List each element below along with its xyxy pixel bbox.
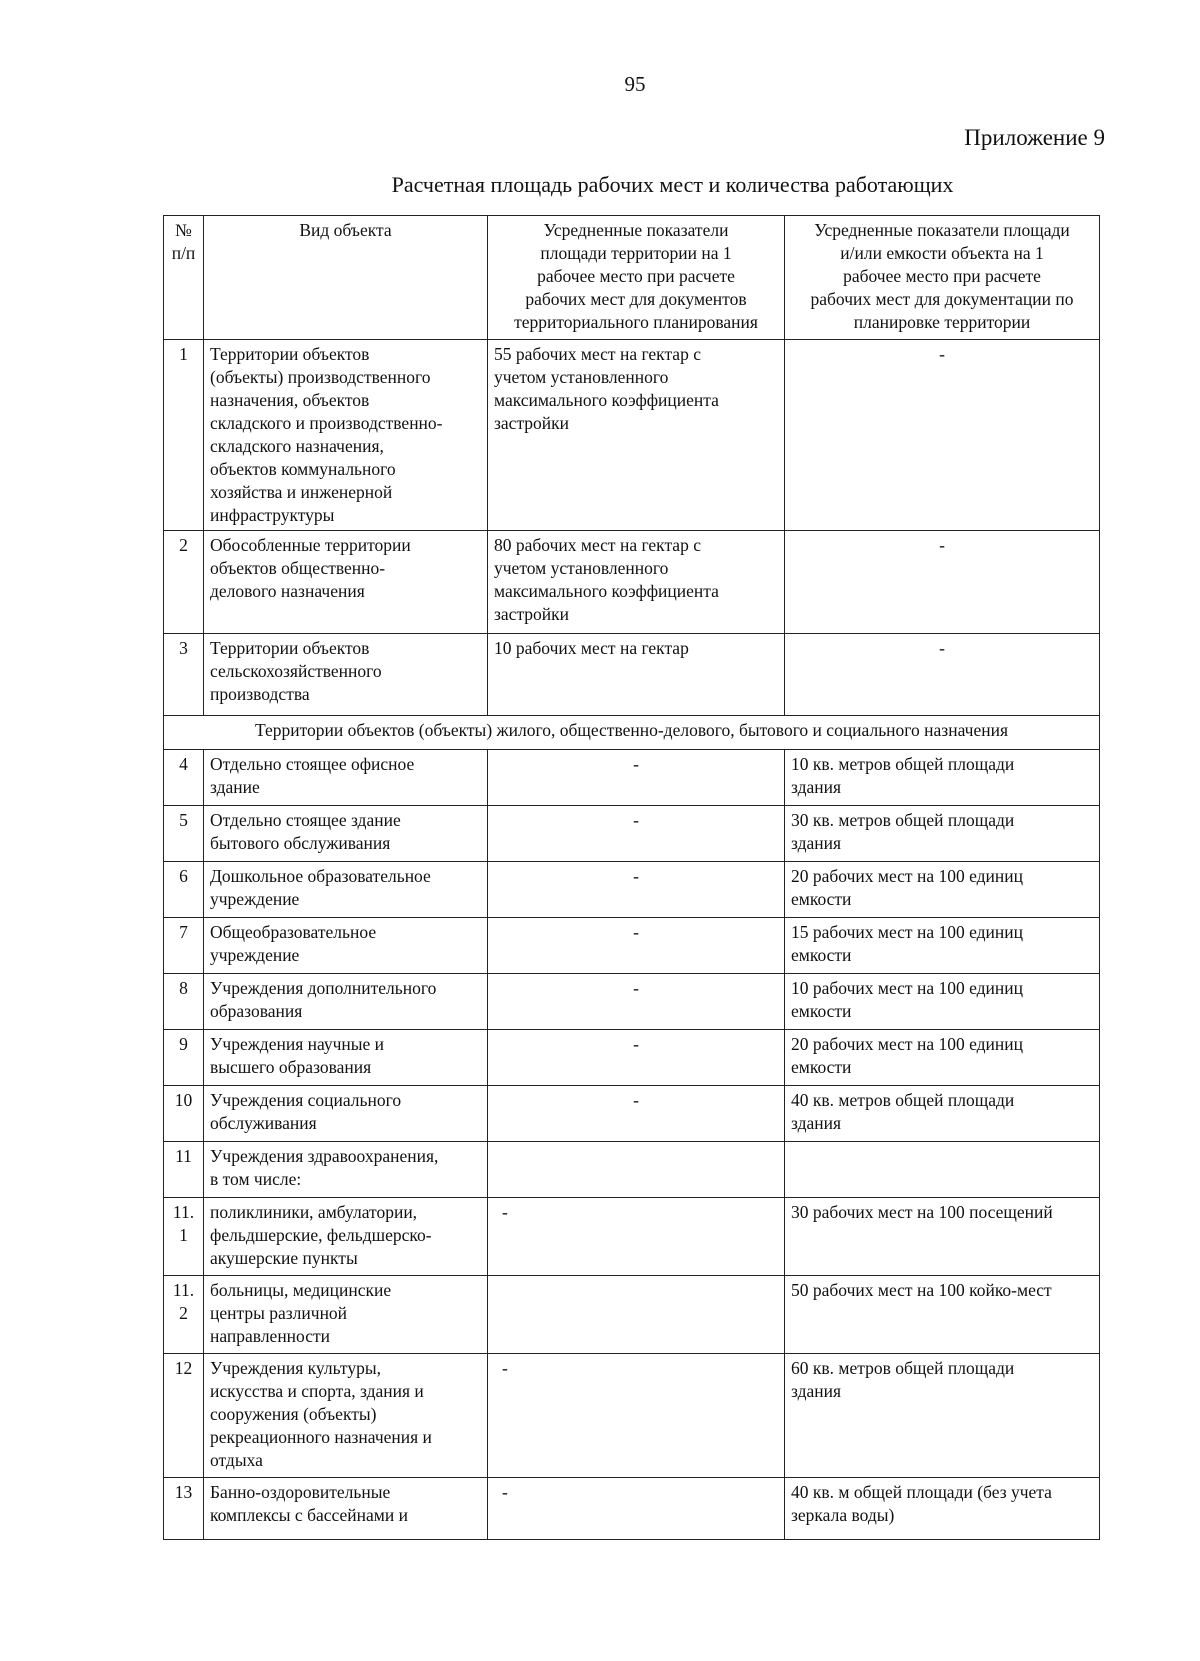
table-row xyxy=(164,806,1100,862)
table-header-row xyxy=(164,216,1100,340)
table-row xyxy=(164,750,1100,806)
table-row xyxy=(164,1198,1100,1276)
row-object-type: Учреждения здравоохранения, в том числе: xyxy=(204,1142,488,1198)
row-capacity-indicator: 30 рабочих мест на 100 посещений xyxy=(785,1198,1100,1276)
row-territory-indicator: 10 рабочих мест на гектар xyxy=(488,634,785,716)
row-number: 11 xyxy=(164,1142,204,1198)
row-capacity-indicator: 20 рабочих мест на 100 единиц емкости xyxy=(785,862,1100,918)
row-territory-indicator: - xyxy=(488,1478,785,1540)
page-number: 95 xyxy=(624,72,646,96)
row-territory-indicator: - xyxy=(488,1198,785,1276)
row-capacity-indicator: 20 рабочих мест на 100 единиц емкости xyxy=(785,1030,1100,1086)
row-object-type: больницы, медицинские центры различной направленности xyxy=(204,1276,488,1354)
row-territory-indicator xyxy=(488,1276,785,1354)
row-object-type: Территории объектов сельскохозяйственного производства xyxy=(204,634,488,716)
table-row xyxy=(164,634,1100,716)
row-object-type: Отдельно стоящее офисное здание xyxy=(204,750,488,806)
row-number: 2 xyxy=(164,531,204,634)
row-territory-indicator: - xyxy=(488,1354,785,1478)
row-capacity-indicator: - xyxy=(785,340,1100,531)
appendix-label: Приложение 9 xyxy=(964,125,1105,150)
row-object-type: Общеобразовательное учреждение xyxy=(204,918,488,974)
row-object-type: Учреждения дополнительного образования xyxy=(204,974,488,1030)
row-object-type: Учреждения социального обслуживания xyxy=(204,1086,488,1142)
row-territory-indicator: 55 рабочих мест на гектар с учетом установленного максимального коэффициента застройки xyxy=(488,340,785,531)
row-object-type: Обособленные территории объектов общественно- делового назначения xyxy=(204,531,488,634)
section-heading-row xyxy=(164,716,1100,750)
table-row xyxy=(164,918,1100,974)
table-row xyxy=(164,974,1100,1030)
row-capacity-indicator: 30 кв. метров общей площади здания xyxy=(785,806,1100,862)
row-number: 1 xyxy=(164,340,204,531)
row-number: 10 xyxy=(164,1086,204,1142)
row-territory-indicator: - xyxy=(488,862,785,918)
row-number: 5 xyxy=(164,806,204,862)
row-capacity-indicator: 15 рабочих мест на 100 единиц емкости xyxy=(785,918,1100,974)
row-capacity-indicator: 10 рабочих мест на 100 единиц емкости xyxy=(785,974,1100,1030)
row-number: 8 xyxy=(164,974,204,1030)
table-row xyxy=(164,1030,1100,1086)
header-object-type: Вид объекта xyxy=(204,216,488,340)
row-territory-indicator: - xyxy=(488,806,785,862)
document-title: Расчетная площадь рабочих мест и количества работающих xyxy=(391,172,954,197)
row-capacity-indicator xyxy=(785,1142,1100,1198)
row-object-type: поликлиники, амбулатории, фельдшерские, фельдшерско- акушерские пункты xyxy=(204,1198,488,1276)
header-number: № п/п xyxy=(164,216,204,340)
section-heading: Территории объектов (объекты) жилого, общественно-делового, бытового и социального назначения xyxy=(164,716,1100,750)
row-capacity-indicator: 10 кв. метров общей площади здания xyxy=(785,750,1100,806)
row-capacity-indicator: 60 кв. метров общей площади здания xyxy=(785,1354,1100,1478)
row-capacity-indicator: - xyxy=(785,531,1100,634)
table-row xyxy=(164,1142,1100,1198)
table-row xyxy=(164,862,1100,918)
workplaces-table xyxy=(163,215,1100,1540)
table-row xyxy=(164,1354,1100,1478)
table-row xyxy=(164,1086,1100,1142)
row-capacity-indicator: 40 кв. м общей площади (без учета зеркала воды) xyxy=(785,1478,1100,1540)
row-object-type: Территории объектов (объекты) производственного назначения, объектов складского и производственно- складского назначения, объектов коммунального хозяйства и инженерной инфраструктуры xyxy=(204,340,488,531)
row-number: 4 xyxy=(164,750,204,806)
row-number: 11. 2 xyxy=(164,1276,204,1354)
row-territory-indicator: - xyxy=(488,1030,785,1086)
row-territory-indicator xyxy=(488,1142,785,1198)
row-number: 12 xyxy=(164,1354,204,1478)
row-territory-indicator: - xyxy=(488,974,785,1030)
table-row xyxy=(164,1276,1100,1354)
table-row xyxy=(164,1478,1100,1540)
header-capacity-indicator: Усредненные показатели площади и/или емкости объекта на 1 рабочее место при расчете рабочих мест для документации по планировке территории xyxy=(785,216,1100,340)
row-object-type: Отдельно стоящее здание бытового обслуживания xyxy=(204,806,488,862)
table-row xyxy=(164,340,1100,531)
row-capacity-indicator: - xyxy=(785,634,1100,716)
row-number: 7 xyxy=(164,918,204,974)
row-number: 3 xyxy=(164,634,204,716)
row-number: 11. 1 xyxy=(164,1198,204,1276)
table-row xyxy=(164,531,1100,634)
row-territory-indicator: 80 рабочих мест на гектар с учетом установленного максимального коэффициента застройки xyxy=(488,531,785,634)
row-capacity-indicator: 40 кв. метров общей площади здания xyxy=(785,1086,1100,1142)
row-object-type: Банно-оздоровительные комплексы с бассейнами и xyxy=(204,1478,488,1540)
header-territory-indicator: Усредненные показатели площади территории на 1 рабочее место при расчете рабочих мест для документов территориального планирования xyxy=(488,216,785,340)
row-object-type: Учреждения культуры, искусства и спорта, здания и сооружения (объекты) рекреационного назначения и отдыха xyxy=(204,1354,488,1478)
row-number: 6 xyxy=(164,862,204,918)
row-territory-indicator: - xyxy=(488,1086,785,1142)
row-object-type: Дошкольное образовательное учреждение xyxy=(204,862,488,918)
row-number: 9 xyxy=(164,1030,204,1086)
row-territory-indicator: - xyxy=(488,750,785,806)
row-territory-indicator: - xyxy=(488,918,785,974)
row-number: 13 xyxy=(164,1478,204,1540)
row-object-type: Учреждения научные и высшего образования xyxy=(204,1030,488,1086)
row-capacity-indicator: 50 рабочих мест на 100 койко-мест xyxy=(785,1276,1100,1354)
